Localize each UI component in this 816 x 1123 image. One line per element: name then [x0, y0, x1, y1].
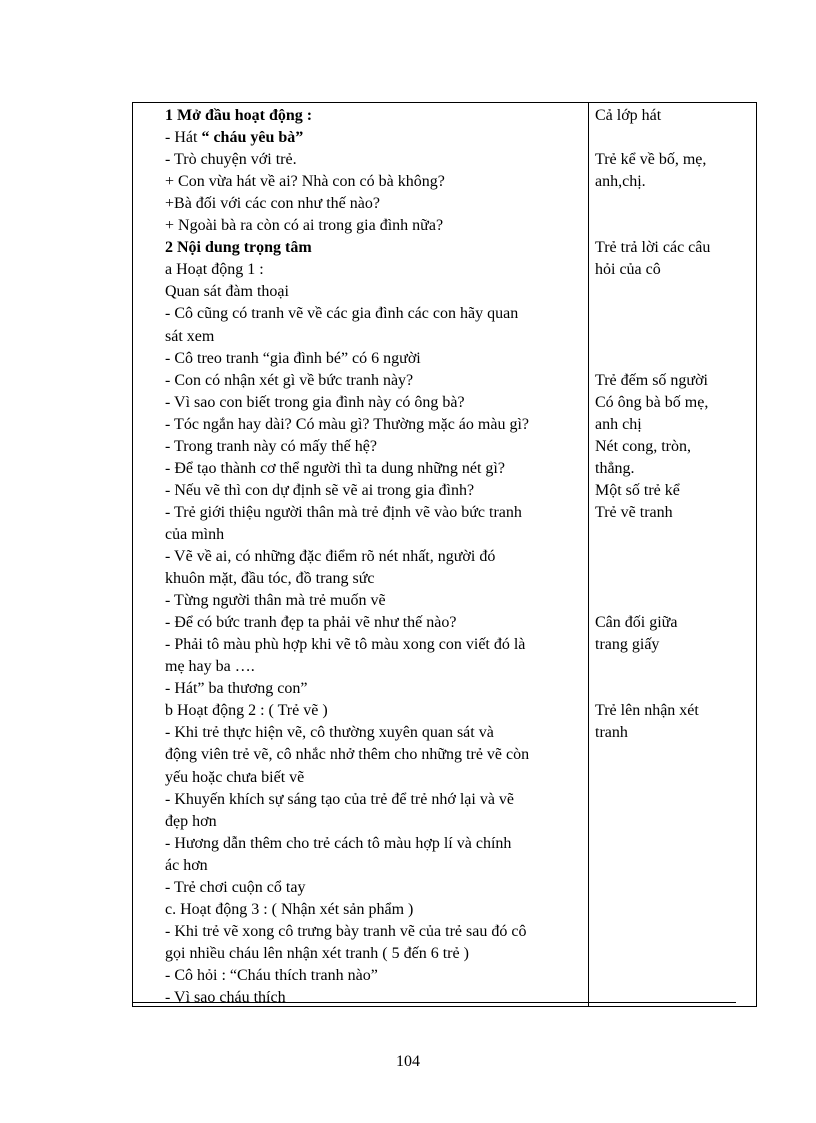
- teacher-activity-line: - Vì sao cháu thích: [165, 989, 286, 1006]
- child-activity-line: thẳng.: [595, 459, 635, 477]
- child-activity-line: Trẻ lên nhận xét: [595, 702, 699, 720]
- teacher-activity-line: - Cô treo tranh “gia đình bé” có 6 người: [165, 349, 421, 367]
- teacher-activity-line: đẹp hơn: [165, 812, 217, 830]
- teacher-activity-line: ác hơn: [165, 856, 208, 874]
- teacher-activity-line: 2 Nội dung trọng tâm: [165, 239, 312, 257]
- child-activity-line: Trẻ vẽ tranh: [595, 503, 673, 521]
- teacher-activity-line: gọi nhiều cháu lên nhận xét tranh ( 5 đến 6 trẻ ): [165, 944, 469, 962]
- teacher-activity-line: - Hương dẫn thêm cho trẻ cách tô màu hợp lí và chính: [165, 834, 512, 852]
- teacher-activity-line: - Cô cũng có tranh vẽ về các gia đình các con hãy quan: [165, 305, 519, 323]
- child-activity-line: Có ông bà bố mẹ,: [595, 393, 709, 411]
- child-activity-line: hỏi của cô: [595, 261, 661, 279]
- song-title: “ cháu yêu bà”: [201, 129, 304, 147]
- line-text: - Hát: [165, 129, 202, 147]
- child-activity-line: anh,chị.: [595, 173, 646, 191]
- child-activity-line: anh chị: [595, 415, 642, 433]
- child-activity-line: Trẻ đếm số người: [595, 371, 708, 389]
- teacher-activity-line: - Con có nhận xét gì về bức tranh này?: [165, 371, 414, 389]
- teacher-activity-line: - Trẻ giới thiệu người thân mà trẻ định vẽ vào bức tranh: [165, 503, 522, 521]
- teacher-activity-line: động viên trẻ vẽ, cô nhắc nhở thêm cho những trẻ vẽ còn: [165, 746, 530, 764]
- teacher-activity-line: - Để tạo thành cơ thể người thì ta dung những nét gì?: [165, 459, 505, 477]
- teacher-activity-line: - Trò chuyện với trẻ.: [165, 151, 297, 169]
- teacher-activity-line: - Hát” ba thương con”: [165, 680, 308, 698]
- teacher-activity-line: mẹ hay ba ….: [165, 658, 255, 676]
- teacher-activity-line: +Bà đối với các con như thế nào?: [165, 195, 380, 213]
- teacher-activity-line: - Khi trẻ thực hiện vẽ, cô thường xuyên quan sát và: [165, 724, 494, 742]
- child-activity-line: Nét cong, tròn,: [595, 437, 691, 455]
- teacher-activity-line: Quan sát đàm thoại: [165, 283, 289, 301]
- teacher-activity-line: c. Hoạt động 3 : ( Nhận xét sản phẩm ): [165, 900, 414, 918]
- teacher-activity-line: - Trẻ chơi cuộn cổ tay: [165, 878, 306, 896]
- teacher-activity-line: + Ngoài bà ra còn có ai trong gia đình nữa?: [165, 217, 444, 235]
- child-activity-line: Cả lớp hát: [595, 107, 662, 124]
- child-activity-line: Cân đối giữa: [595, 614, 678, 632]
- column-divider: [588, 103, 589, 1006]
- teacher-activity-line: - Để có bức tranh đẹp ta phải vẽ như thế nào?: [165, 614, 457, 632]
- teacher-activity-line: - Tóc ngắn hay dài? Có màu gì? Thường mặc áo màu gì?: [165, 415, 529, 433]
- teacher-activity-line: - Khi trẻ vẽ xong cô trưng bày tranh vẽ của trẻ sau đó cô: [165, 922, 527, 940]
- teacher-activity-line: [165, 127, 303, 149]
- child-activity-line: tranh: [595, 724, 628, 742]
- teacher-activity-line: - Từng người thân mà trẻ muốn vẽ: [165, 592, 386, 610]
- child-activity-line: Một số trẻ kể: [595, 481, 680, 499]
- teacher-activity-line: của mình: [165, 525, 225, 543]
- teacher-activity-line: - Khuyến khích sự sáng tạo của trẻ để trẻ nhớ lại và vẽ: [165, 790, 515, 808]
- page-number: 104: [396, 1053, 420, 1070]
- teacher-activity-line: - Trong tranh này có mấy thế hệ?: [165, 437, 377, 455]
- teacher-activity-line: a Hoạt động 1 :: [165, 261, 264, 279]
- lesson-table: [132, 102, 757, 1007]
- child-activity-line: trang giấy: [595, 636, 660, 654]
- teacher-activity-line: - Nếu vẽ thì con dự định sẽ vẽ ai trong gia đình?: [165, 481, 475, 499]
- teacher-activity-line: yếu hoặc chưa biết vẽ: [165, 768, 305, 786]
- teacher-activity-line: - Vẽ về ai, có những đặc điểm rõ nét nhất, người đó: [165, 548, 496, 565]
- child-activity-line: Trẻ kể về bố, mẹ,: [595, 151, 707, 169]
- teacher-activity-line: - Phải tô màu phù hợp khi vẽ tô màu xong con viết đó là: [165, 636, 526, 654]
- teacher-activity-line: sát xem: [165, 327, 215, 345]
- teacher-activity-line: 1 Mở đầu hoạt động :: [165, 107, 313, 124]
- teacher-activity-line: khuôn mặt, đầu tóc, đồ trang sức: [165, 570, 375, 588]
- teacher-activity-line: - Vì sao con biết trong gia đình này có ông bà?: [165, 393, 465, 411]
- teacher-activity-line: b Hoạt động 2 : ( Trẻ vẽ ): [165, 702, 328, 720]
- bottom-rule: [133, 1002, 736, 1003]
- teacher-activity-line: - Cô hỏi : “Cháu thích tranh nào”: [165, 966, 378, 984]
- child-activity-line: Trẻ trả lời các câu: [595, 239, 711, 257]
- teacher-activity-line: + Con vừa hát về ai? Nhà con có bà không?: [165, 173, 445, 191]
